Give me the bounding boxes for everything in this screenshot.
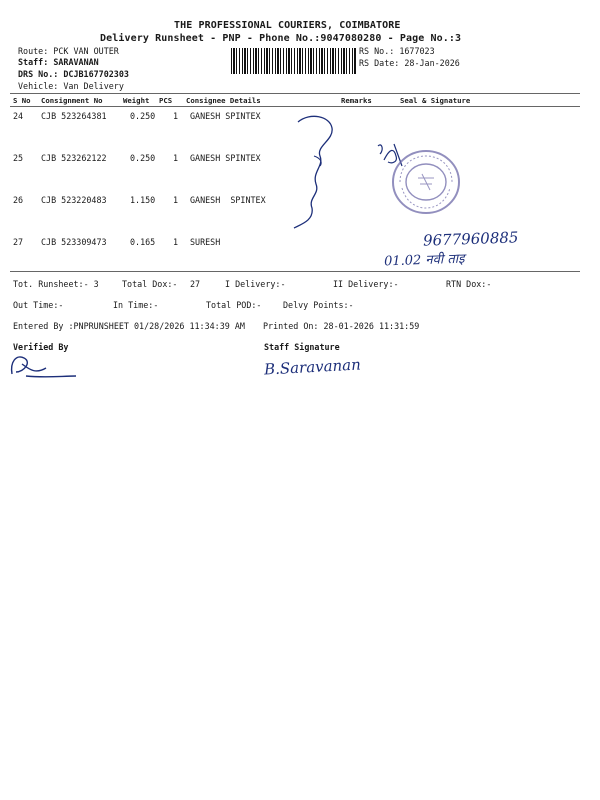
row-24-weight: 0.250 bbox=[130, 111, 156, 121]
col-header-seal: Seal & Signature bbox=[400, 96, 471, 105]
staff-signature-handwriting: B.Saravanan bbox=[263, 355, 362, 379]
second-delivery: II Delivery:- bbox=[333, 279, 399, 289]
row-24-sno: 24 bbox=[13, 111, 24, 121]
col-header-pcs: PCS bbox=[159, 96, 173, 105]
vehicle-line: Vehicle: Van Delivery bbox=[18, 81, 124, 91]
row-24-pcs: 1 bbox=[173, 111, 179, 121]
row-25-consignee: GANESH SPINTEX bbox=[190, 153, 261, 163]
col-header-sno: S No bbox=[13, 96, 31, 105]
row-25-sno: 25 bbox=[13, 153, 24, 163]
staff-label: Staff: bbox=[18, 57, 49, 67]
handwritten-note: 01.02 नवी ताइ bbox=[383, 251, 465, 270]
row-26-weight: 1.150 bbox=[130, 195, 156, 205]
row-25-consignment: CJB 523262122 bbox=[41, 153, 107, 163]
row-25-weight: 0.250 bbox=[130, 153, 156, 163]
staff-signature-label: Staff Signature bbox=[264, 342, 340, 352]
row-27-weight: 0.165 bbox=[130, 237, 156, 247]
staff-value: SARAVANAN bbox=[53, 57, 99, 67]
row-26-pcs: 1 bbox=[173, 195, 179, 205]
out-time: Out Time:- bbox=[13, 300, 64, 310]
printed-on: Printed On: 28-01-2026 11:31:59 bbox=[263, 321, 420, 331]
table-top-rule bbox=[10, 93, 580, 94]
rs-number: RS No.: 1677023 bbox=[359, 46, 435, 56]
total-runsheet: Tot. Runsheet:- 3 bbox=[13, 279, 99, 289]
row-27-pcs: 1 bbox=[173, 237, 179, 247]
company-title: THE PROFESSIONAL COURIERS, COIMBATORE bbox=[174, 20, 401, 31]
col-header-consignment: Consignment No bbox=[41, 96, 103, 105]
first-delivery: I Delivery:- bbox=[225, 279, 286, 289]
col-header-consignee: Consignee Details bbox=[186, 96, 261, 105]
total-dox-label: Total Dox:- bbox=[122, 279, 178, 289]
row-26-consignment: CJB 523220483 bbox=[41, 195, 107, 205]
return-dox: RTN Dox:- bbox=[446, 279, 492, 289]
total-pod: Total POD:- bbox=[206, 300, 262, 310]
verified-by-label: Verified By bbox=[13, 342, 69, 352]
company-seal-stamp bbox=[390, 148, 462, 216]
row-24-consignee: GANESH SPINTEX bbox=[190, 111, 261, 121]
drs-number: DRS No.: DCJB167702303 bbox=[18, 69, 129, 79]
runsheet-subtitle: Delivery Runsheet - PNP - Phone No.:9047080280 - Page No.:3 bbox=[100, 33, 462, 44]
rs-date: RS Date: 28-Jan-2026 bbox=[359, 58, 460, 68]
row-27-consignment: CJB 523309473 bbox=[41, 237, 107, 247]
col-header-weight: Weight bbox=[123, 96, 150, 105]
row-26-sno: 26 bbox=[13, 195, 24, 205]
col-header-remarks: Remarks bbox=[341, 96, 372, 105]
route-line: Route: PCK VAN OUTER bbox=[18, 46, 119, 56]
handwritten-phone: 9677960885 bbox=[422, 228, 519, 250]
row-26-consignee: GANESH SPINTEX bbox=[190, 195, 266, 205]
staff-line bbox=[18, 57, 99, 67]
row-27-consignee: SURESH bbox=[190, 237, 221, 247]
delivery-points: Delvy Points:- bbox=[283, 300, 354, 310]
verifier-signature bbox=[6, 352, 80, 380]
table-bottom-rule bbox=[10, 271, 580, 272]
total-dox-value: 27 bbox=[190, 279, 201, 289]
barcode bbox=[231, 48, 357, 74]
in-time: In Time:- bbox=[113, 300, 159, 310]
row-24-consignment: CJB 523264381 bbox=[41, 111, 107, 121]
entered-by: Entered By :PNPRUNSHEET 01/28/2026 11:34:39 AM bbox=[13, 321, 245, 331]
row-25-pcs: 1 bbox=[173, 153, 179, 163]
table-header-rule bbox=[10, 106, 580, 107]
row-27-sno: 27 bbox=[13, 237, 24, 247]
handwritten-bracket bbox=[290, 110, 350, 235]
